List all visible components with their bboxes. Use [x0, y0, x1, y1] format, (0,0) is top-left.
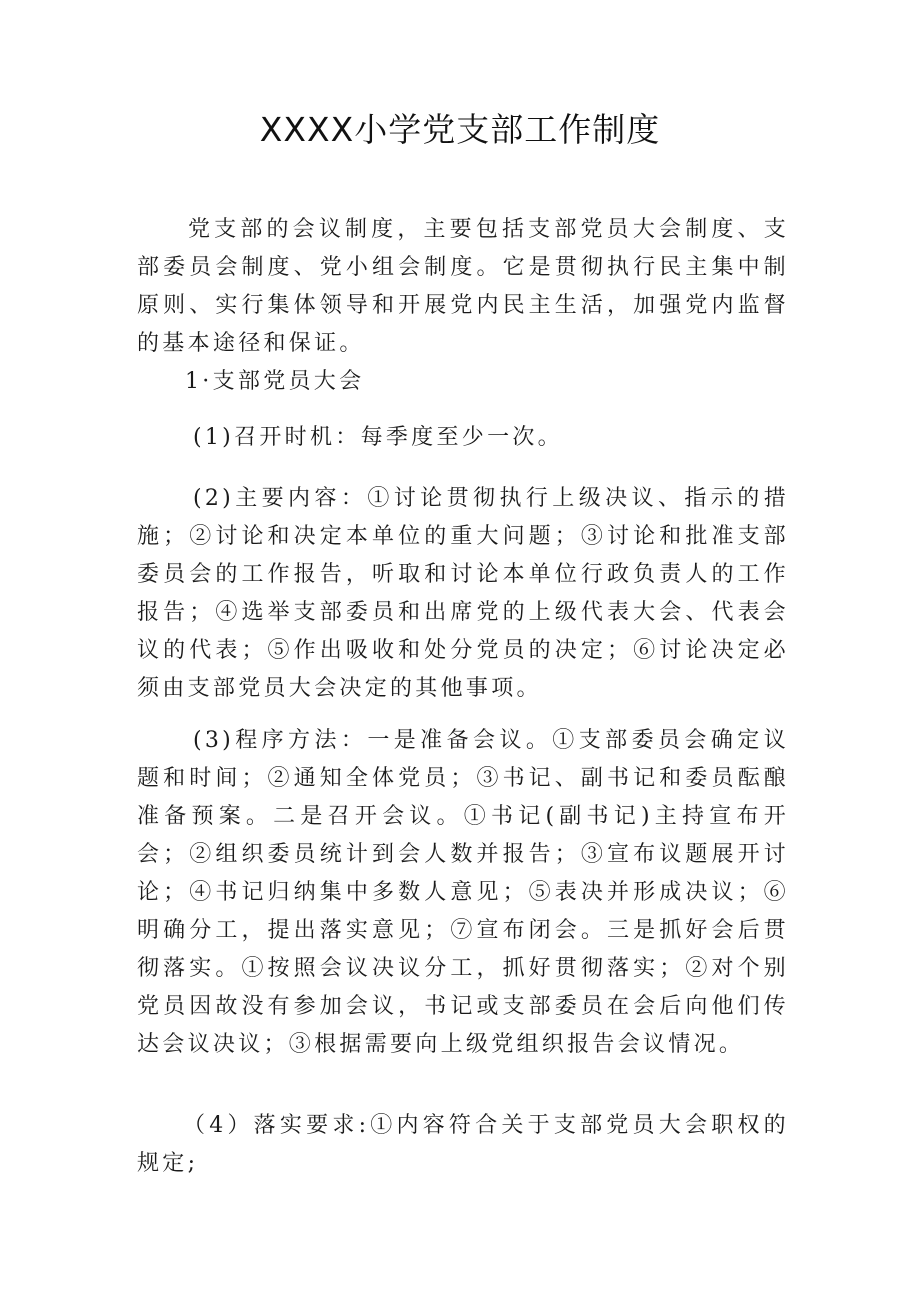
section-heading: 1·支部党员大会	[185, 369, 365, 394]
item-1-paragraph: (1)召开时机：每季度至少一次。	[193, 425, 563, 450]
item-2-paragraph: (2)主要内容：①讨论贯彻执行上级决议、指示的措施；②讨论和决定本单位的重大问题；③讨论和批准支部委员会的工作报告，听取和讨论本单位行政负责人的工作报告；④选举支部委员和出席党的上级代表大会、代表会议的代表；⑤作出吸收和处分党员的决定；⑥讨论决定必须由支部党员大会决定的其他事项。	[137, 486, 789, 701]
item-4-paragraph: （4）落实要求:①内容符合关于支部党员大会职权的规定;	[137, 1113, 789, 1176]
item-3-paragraph: (3)程序方法：一是准备会议。①支部委员会确定议题和时间；②通知全体党员；③书记、副书记和委员酝酿准备预案。二是召开会议。①书记(副书记)主持宣布开会；②组织委员统计到会人数并报告；③宣布议题展开讨论；④书记归纳集中多数人意见；⑤表决并形成决议；⑥明确分工，提出落实意见；⑦宣布闭会。三是抓好会后贯彻落实。①按照会议决议分工，抓好贯彻落实；②对个别党员因故没有参加会议，书记或支部委员在会后向他们传达会议决议；③根据需要向上级党组织报告会议情况。	[137, 728, 789, 1057]
intro-paragraph: 党支部的会议制度，主要包括支部党员大会制度、支部委员会制度、党小组会制度。它是贯彻执行民主集中制原则、实行集体领导和开展党内民主生活，加强党内监督的基本途径和保证。	[137, 217, 789, 356]
document-title: XXXX小学党支部工作制度	[259, 110, 661, 149]
